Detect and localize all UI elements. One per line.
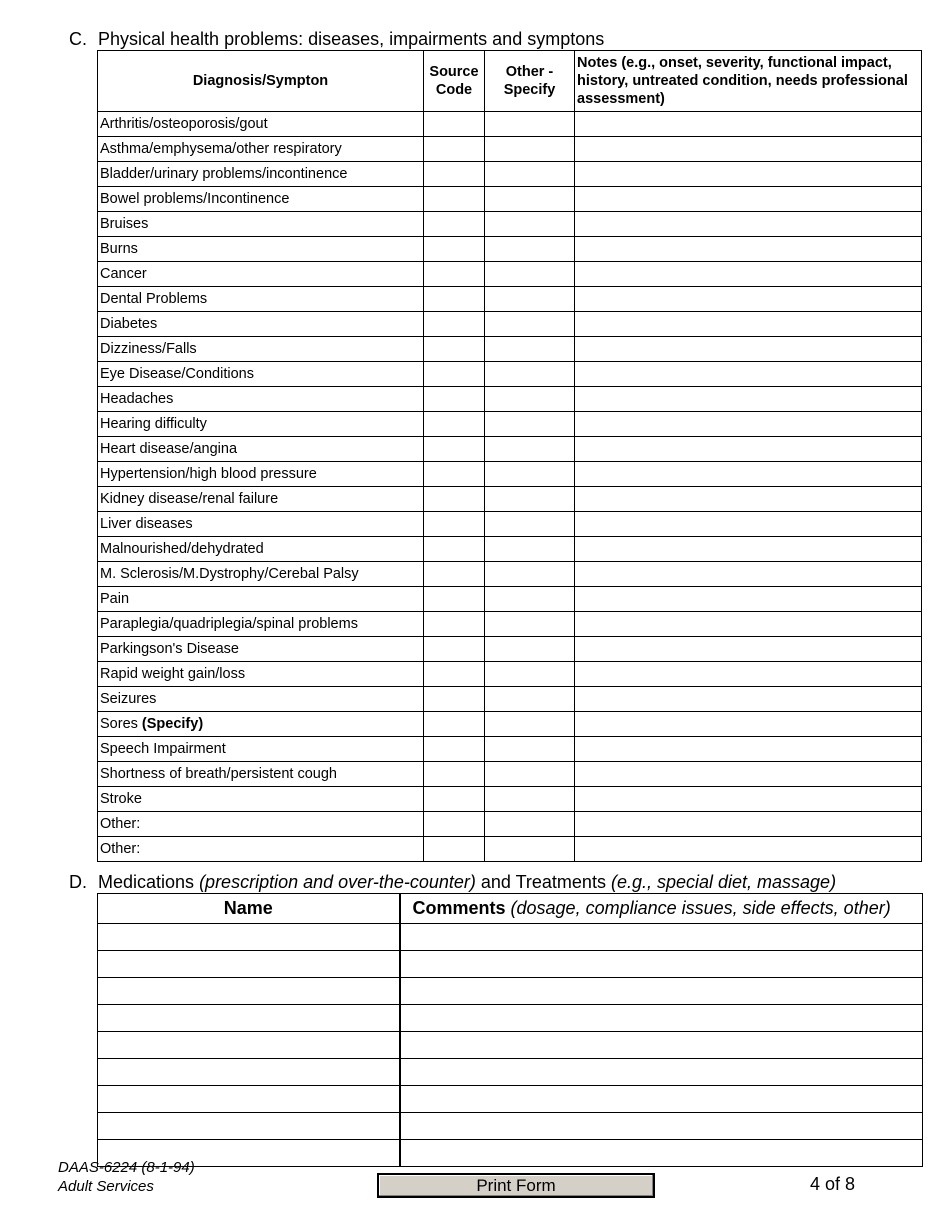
section-d-heading <box>69 871 836 893</box>
other-specify-cell[interactable] <box>485 837 575 862</box>
other-specify-cell[interactable] <box>485 437 575 462</box>
health-problem-row <box>98 737 922 762</box>
other-specify-cell[interactable] <box>485 262 575 287</box>
other-specify-cell[interactable] <box>485 737 575 762</box>
health-problem-text: Heart disease/angina <box>100 441 238 457</box>
other-specify-cell[interactable] <box>485 562 575 587</box>
other-specify-cell[interactable] <box>485 362 575 387</box>
health-problem-row <box>98 587 922 612</box>
medication-row <box>98 924 923 951</box>
health-problem-label <box>98 237 424 262</box>
medication-comments-cell[interactable] <box>400 1113 923 1140</box>
other-specify-cell[interactable] <box>485 512 575 537</box>
notes-cell[interactable] <box>575 787 922 812</box>
form-footer <box>58 1158 195 1196</box>
health-problem-row <box>98 687 922 712</box>
health-problem-text: Dental Problems <box>100 291 208 307</box>
section-d-title-italic-1: (prescription and over-the-counter) <box>199 872 476 892</box>
division-name: Adult Services <box>58 1178 154 1195</box>
health-problem-row <box>98 512 922 537</box>
notes-cell[interactable] <box>575 562 922 587</box>
notes-cell[interactable] <box>575 687 922 712</box>
health-problem-text: Shortness of breath/persistent cough <box>100 766 337 782</box>
source-code-cell[interactable] <box>424 212 485 237</box>
source-code-cell[interactable] <box>424 187 485 212</box>
source-code-cell[interactable] <box>424 612 485 637</box>
medication-name-cell[interactable] <box>98 924 400 951</box>
notes-cell[interactable] <box>575 587 922 612</box>
source-code-cell[interactable] <box>424 362 485 387</box>
health-problem-text: Other: <box>100 816 141 832</box>
section-d-letter: D. <box>69 872 87 892</box>
source-code-cell[interactable] <box>424 312 485 337</box>
medication-comments-cell[interactable] <box>400 924 923 951</box>
notes-cell[interactable] <box>575 712 922 737</box>
other-specify-cell[interactable] <box>485 487 575 512</box>
source-code-cell[interactable] <box>424 662 485 687</box>
source-code-cell[interactable] <box>424 587 485 612</box>
medication-row <box>98 978 923 1005</box>
health-problem-row <box>98 312 922 337</box>
health-problem-label <box>98 587 424 612</box>
notes-cell[interactable] <box>575 762 922 787</box>
source-code-cell[interactable] <box>424 512 485 537</box>
other-specify-cell[interactable] <box>485 762 575 787</box>
name-header: Name <box>98 894 400 924</box>
source-code-cell[interactable] <box>424 162 485 187</box>
health-problem-label <box>98 812 424 837</box>
notes-cell[interactable] <box>575 412 922 437</box>
notes-cell[interactable] <box>575 812 922 837</box>
health-problem-text: Liver diseases <box>100 516 193 532</box>
health-problem-label <box>98 612 424 637</box>
medication-name-cell[interactable] <box>98 951 400 978</box>
health-problem-row <box>98 437 922 462</box>
health-problem-row <box>98 787 922 812</box>
health-problem-label <box>98 787 424 812</box>
other-specify-cell[interactable] <box>485 212 575 237</box>
notes-header: Notes (e.g., onset, severity, functional impact, history, untreated condition, needs professional assessment) <box>575 51 922 112</box>
source-code-cell[interactable] <box>424 812 485 837</box>
health-problem-label <box>98 112 424 137</box>
notes-cell[interactable] <box>575 337 922 362</box>
other-specify-cell[interactable] <box>485 687 575 712</box>
notes-cell[interactable] <box>575 437 922 462</box>
medication-comments-cell[interactable] <box>400 1005 923 1032</box>
other-specify-cell[interactable] <box>485 337 575 362</box>
other-specify-cell[interactable] <box>485 787 575 812</box>
medication-row <box>98 1113 923 1140</box>
health-problem-label <box>98 162 424 187</box>
health-problem-label <box>98 487 424 512</box>
health-problem-label <box>98 312 424 337</box>
medication-row <box>98 1140 923 1167</box>
notes-cell[interactable] <box>575 537 922 562</box>
medication-name-cell[interactable] <box>98 1059 400 1086</box>
health-problem-text: Eye Disease/Conditions <box>100 366 254 382</box>
health-problem-text: Rapid weight gain/loss <box>100 666 246 682</box>
health-problem-label <box>98 437 424 462</box>
notes-cell[interactable] <box>575 637 922 662</box>
health-problem-label <box>98 637 424 662</box>
health-problem-label <box>98 462 424 487</box>
notes-cell[interactable] <box>575 237 922 262</box>
source-code-cell[interactable] <box>424 737 485 762</box>
comments-header <box>400 894 923 924</box>
source-code-cell[interactable] <box>424 787 485 812</box>
source-code-cell[interactable] <box>424 837 485 862</box>
source-code-cell[interactable] <box>424 387 485 412</box>
health-problem-row <box>98 837 922 862</box>
health-problem-label <box>98 137 424 162</box>
notes-cell[interactable] <box>575 362 922 387</box>
medications-header-row <box>98 894 923 924</box>
health-problem-row <box>98 462 922 487</box>
source-code-cell[interactable] <box>424 262 485 287</box>
other-specify-cell[interactable] <box>485 112 575 137</box>
notes-cell[interactable] <box>575 662 922 687</box>
health-problem-text: Paraplegia/quadriplegia/spinal problems <box>100 616 358 632</box>
health-problem-row <box>98 187 922 212</box>
health-problem-text: Parkingson's Disease <box>100 641 239 657</box>
source-code-cell[interactable] <box>424 537 485 562</box>
comments-header-italic: (dosage, compliance issues, side effects, other) <box>505 898 891 918</box>
health-problem-row <box>98 162 922 187</box>
health-problem-label <box>98 687 424 712</box>
medication-row <box>98 1005 923 1032</box>
health-problem-text: M. Sclerosis/M.Dystrophy/Cerebal Palsy <box>100 566 359 582</box>
medication-row <box>98 1086 923 1113</box>
health-problem-text: Hearing difficulty <box>100 416 207 432</box>
medication-row <box>98 1059 923 1086</box>
other-specify-cell[interactable] <box>485 637 575 662</box>
health-problem-label <box>98 187 424 212</box>
health-problem-label <box>98 262 424 287</box>
notes-cell[interactable] <box>575 737 922 762</box>
health-problem-row <box>98 287 922 312</box>
source-code-cell[interactable] <box>424 137 485 162</box>
medication-name-cell[interactable] <box>98 1113 400 1140</box>
other-specify-cell[interactable] <box>485 387 575 412</box>
notes-cell[interactable] <box>575 387 922 412</box>
health-problem-text: Arthritis/osteoporosis/gout <box>100 116 268 132</box>
other-specify-cell[interactable] <box>485 712 575 737</box>
source-code-cell[interactable] <box>424 337 485 362</box>
health-problem-text: Bladder/urinary problems/incontinence <box>100 166 348 182</box>
health-problem-row <box>98 337 922 362</box>
other-specify-cell[interactable] <box>485 812 575 837</box>
medication-name-cell[interactable] <box>98 1005 400 1032</box>
health-problem-label <box>98 837 424 862</box>
health-problem-text: Asthma/emphysema/other respiratory <box>100 141 342 157</box>
health-problem-row <box>98 262 922 287</box>
health-problem-row <box>98 762 922 787</box>
source-code-cell[interactable] <box>424 762 485 787</box>
other-specify-cell[interactable] <box>485 287 575 312</box>
health-problem-row <box>98 712 922 737</box>
medication-name-cell[interactable] <box>98 1032 400 1059</box>
health-problem-row <box>98 387 922 412</box>
notes-cell[interactable] <box>575 312 922 337</box>
health-problem-text: Bruises <box>100 216 149 232</box>
source-code-cell[interactable] <box>424 462 485 487</box>
health-problem-label <box>98 562 424 587</box>
source-code-cell[interactable] <box>424 437 485 462</box>
diagnosis-header: Diagnosis/Sympton <box>98 51 424 112</box>
health-problem-text: Stroke <box>100 791 142 807</box>
health-problem-label <box>98 287 424 312</box>
health-problem-label <box>98 662 424 687</box>
health-problem-row <box>98 212 922 237</box>
medication-name-cell[interactable] <box>98 1086 400 1113</box>
health-problem-row <box>98 612 922 637</box>
health-problem-text: Headaches <box>100 391 174 407</box>
physical-health-header-row <box>98 51 922 112</box>
print-form-button[interactable]: Print Form <box>377 1173 655 1198</box>
health-problem-text: Bowel problems/Incontinence <box>100 191 290 207</box>
other-specify-cell[interactable] <box>485 462 575 487</box>
other-specify-cell[interactable] <box>485 162 575 187</box>
physical-health-table <box>97 50 922 862</box>
sores-specify-note: (Specify) <box>137 716 204 732</box>
comments-header-bold: Comments <box>412 898 506 918</box>
health-problem-text: Other: <box>100 841 141 857</box>
health-problem-label <box>98 737 424 762</box>
health-problem-row <box>98 237 922 262</box>
health-problem-label <box>98 712 424 737</box>
notes-cell[interactable] <box>575 462 922 487</box>
section-d-title-2: and Treatments <box>475 872 611 892</box>
other-specify-cell[interactable] <box>485 662 575 687</box>
health-problem-row <box>98 487 922 512</box>
health-problem-row <box>98 662 922 687</box>
notes-cell[interactable] <box>575 837 922 862</box>
source-code-cell[interactable] <box>424 687 485 712</box>
notes-cell[interactable] <box>575 212 922 237</box>
health-problem-text: Kidney disease/renal failure <box>100 491 279 507</box>
health-problem-label <box>98 212 424 237</box>
health-problem-label <box>98 412 424 437</box>
health-problem-row <box>98 112 922 137</box>
medication-row <box>98 951 923 978</box>
source-code-cell[interactable] <box>424 712 485 737</box>
notes-cell[interactable] <box>575 512 922 537</box>
health-problem-label <box>98 362 424 387</box>
health-problem-row <box>98 137 922 162</box>
notes-cell[interactable] <box>575 137 922 162</box>
other-specify-cell[interactable] <box>485 137 575 162</box>
section-d-title-italic-2: (e.g., special diet, massage) <box>610 872 837 892</box>
notes-cell[interactable] <box>575 287 922 312</box>
other-specify-cell[interactable] <box>485 312 575 337</box>
health-problem-text: Pain <box>100 591 130 607</box>
health-problem-label <box>98 537 424 562</box>
source-code-cell[interactable] <box>424 412 485 437</box>
health-problem-text: Sores <box>100 716 138 732</box>
notes-cell[interactable] <box>575 262 922 287</box>
other-specify-cell[interactable] <box>485 412 575 437</box>
other-specify-cell[interactable] <box>485 537 575 562</box>
source-code-header: Source Code <box>424 51 485 112</box>
health-problem-label <box>98 337 424 362</box>
medication-comments-cell[interactable] <box>400 1086 923 1113</box>
notes-cell[interactable] <box>575 112 922 137</box>
section-d-title-1: Medications <box>98 872 200 892</box>
other-specify-cell[interactable] <box>485 187 575 212</box>
health-problem-row <box>98 637 922 662</box>
medication-comments-cell[interactable] <box>400 951 923 978</box>
other-specify-cell[interactable] <box>485 612 575 637</box>
medication-comments-cell[interactable] <box>400 1059 923 1086</box>
health-problem-row <box>98 562 922 587</box>
health-problem-text: Malnourished/dehydrated <box>100 541 264 557</box>
health-problem-row <box>98 412 922 437</box>
form-id: DAAS-6224 (8-1-94) <box>58 1159 195 1176</box>
notes-cell[interactable] <box>575 162 922 187</box>
other-specify-cell[interactable] <box>485 237 575 262</box>
health-problem-row <box>98 812 922 837</box>
notes-cell[interactable] <box>575 187 922 212</box>
medication-comments-cell[interactable] <box>400 978 923 1005</box>
notes-cell[interactable] <box>575 487 922 512</box>
health-problem-label <box>98 512 424 537</box>
source-code-cell[interactable] <box>424 287 485 312</box>
source-code-cell[interactable] <box>424 112 485 137</box>
source-code-cell[interactable] <box>424 487 485 512</box>
medications-table <box>97 893 923 1167</box>
health-problem-text: Burns <box>100 241 138 257</box>
source-code-cell[interactable] <box>424 562 485 587</box>
health-problem-row <box>98 362 922 387</box>
health-problem-text: Cancer <box>100 266 147 282</box>
medication-name-cell[interactable] <box>98 978 400 1005</box>
source-code-cell[interactable] <box>424 237 485 262</box>
health-problem-text: Speech Impairment <box>100 741 226 757</box>
other-specify-header: Other - Specify <box>485 51 575 112</box>
health-problem-text: Hypertension/high blood pressure <box>100 466 317 482</box>
health-problem-row <box>98 537 922 562</box>
health-problem-label <box>98 387 424 412</box>
health-problem-text: Dizziness/Falls <box>100 341 197 357</box>
medication-comments-cell[interactable] <box>400 1140 923 1167</box>
health-problem-text: Diabetes <box>100 316 158 332</box>
source-code-cell[interactable] <box>424 637 485 662</box>
medication-comments-cell[interactable] <box>400 1032 923 1059</box>
section-c-title: Physical health problems: diseases, impairments and symptons <box>98 29 605 49</box>
health-problem-label <box>98 762 424 787</box>
page-number: 4 of 8 <box>810 1174 856 1194</box>
section-c-letter: C. <box>69 29 87 49</box>
notes-cell[interactable] <box>575 612 922 637</box>
health-problem-text: Seizures <box>100 691 157 707</box>
medication-row <box>98 1032 923 1059</box>
section-c-heading <box>69 28 604 50</box>
other-specify-cell[interactable] <box>485 587 575 612</box>
